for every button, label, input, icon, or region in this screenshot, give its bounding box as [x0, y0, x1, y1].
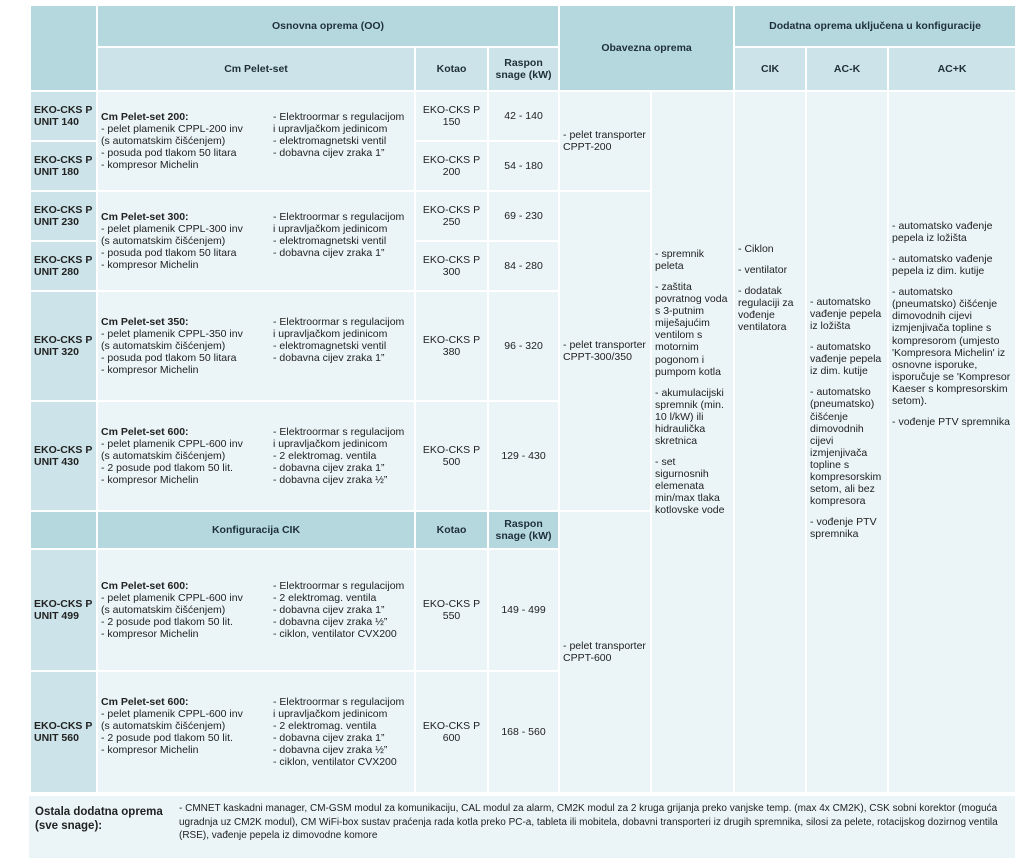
set-item: - dobavna cijev zraka 1”	[273, 352, 385, 365]
acplusk-item: - automatsko vađenje pepela iz ložišta	[892, 220, 993, 245]
set-item: - pelet plamenik CPPL-300 inv	[101, 222, 243, 235]
transporter-cppt-200: - pelet transporter CPPT-200	[559, 91, 651, 191]
set-item: - pelet plamenik CPPL-200 inv	[101, 122, 243, 135]
set-item: - 2 posude pod tlakom 50 lit.	[101, 732, 233, 744]
raspon-cell: 42 - 140	[488, 91, 559, 141]
ack-item: - automatsko vađenje pepela iz dim. kutije	[810, 341, 882, 378]
pelet-set-200	[97, 91, 415, 191]
acplusk-item: - automatsko vađenje pepela iz dim. kutije	[892, 253, 993, 278]
set-item: i upravljačkom jedinicom	[273, 707, 388, 720]
header-osnovna-oprema: Osnovna oprema (OO)	[97, 5, 559, 47]
pelet-set-300	[97, 191, 415, 291]
ack-item: - vođenje PTV spremnika	[810, 516, 877, 541]
cik-item: - ventilator	[738, 264, 788, 277]
set-item: - kompresor Michelin	[101, 744, 199, 757]
set-item: - 2 elektromag. ventila	[273, 591, 377, 604]
set-item: - elektromagnetski ventil	[273, 339, 387, 352]
unit-name-280: EKO-CKS P UNIT 280	[30, 241, 97, 291]
ostala-dodatna-oprema	[29, 796, 1015, 858]
set-item: - kompresor Michelin	[101, 364, 199, 377]
cik-item: - Ciklon	[738, 243, 774, 255]
equipment-table	[29, 4, 1017, 794]
header-pelet-set: Cm Pelet-set	[97, 47, 415, 91]
transporter-cppt-600: - pelet transporter CPPT-600	[559, 511, 651, 793]
unit-name-560: EKO-CKS P UNIT 560	[30, 671, 97, 793]
corner-cell	[30, 5, 97, 91]
set-item: (s automatskim čišćenjem)	[101, 134, 226, 147]
raspon-cell: 96 - 320	[488, 291, 559, 401]
set-item: - posuda pod tlakom 50 litara	[101, 352, 237, 365]
set-item: - Elektroormar s regulacijom	[273, 315, 405, 328]
set-item: - dobavna cijev zraka 1”	[273, 732, 385, 744]
header-dodatna-oprema: Dodatna oprema uključena u konfiguracije	[734, 5, 1016, 47]
header-kotao: Kotao	[415, 47, 488, 91]
kotao-cell: EKO-CKS P 300	[415, 241, 488, 291]
raspon-cell: 69 - 230	[488, 191, 559, 241]
kotao-cell: EKO-CKS P 200	[415, 141, 488, 191]
set-item: - dobavna cijev zraka 1”	[273, 247, 385, 260]
set-item: - Elektroormar s regulacijom	[273, 210, 405, 223]
footer-text: - CMNET kaskadni manager, CM-GSM modul za komunikaciju, CAL modul za alarm, CM2K modul za 2 kruga grijanja preko vanjske temp. (max 4x CM2K), CSK sobni korektor (moguća ugradnja uz CM2K modul), CM WiFi-box sustav praćenja rada kotla preko PC-a, tableta ili mobitela, dobavni transporteri iz drugih spremnika, silosi za pelete, rotacijskog dozirnog ventila (RSE), vađenje pepela iz dimovodne komore	[179, 803, 998, 841]
set-item: - pelet plamenik CPPL-600 inv	[101, 591, 243, 604]
header-raspon-snage-cik: Raspon snage (kW)	[488, 511, 559, 549]
set-item: - posuda pod tlakom 50 litara	[101, 247, 237, 260]
set-item: - pelet plamenik CPPL-350 inv	[101, 327, 243, 340]
set-item: - posuda pod tlakom 50 litara	[101, 147, 237, 160]
set-item: - Elektroormar s regulacijom	[273, 579, 405, 592]
set-item: - Elektroormar s regulacijom	[273, 425, 405, 438]
raspon-cell: 129 - 430	[488, 401, 559, 511]
set-item: - 2 elektromag. ventila	[273, 719, 377, 732]
ac-k-list	[806, 91, 888, 793]
set-item: - dobavna cijev zraka 1”	[273, 147, 385, 160]
footer-label: Ostala dodatna oprema (sve snage):	[35, 806, 163, 833]
ac-plus-k-list	[888, 91, 1016, 793]
set-item: - 2 elektromag. ventila	[273, 449, 377, 462]
pelet-set-600-cik-560	[97, 671, 415, 793]
set-item: - 2 posude pod tlakom 50 lit.	[101, 462, 233, 475]
pelet-set-title: Cm Pelet-set 200:	[101, 110, 189, 123]
header-konfiguracija-cik: Konfiguracija CIK	[97, 511, 415, 549]
acplusk-item: - automatsko (pneumatsko) čišćenje dimovodnih cijevi izmjenjivača topline s kompresorom (umjesto 'Kompresora Michelin' iz osnovne isporuke, isporučuje se 'Kompresor Kaeser s kompresorskim setom).	[892, 286, 1011, 407]
obavezna-item: - set sigurnosnih elemenata min/max tlaka kotlovske vode	[655, 455, 725, 517]
set-item: - Elektroormar s regulacijom	[273, 695, 405, 708]
unit-name-320: EKO-CKS P UNIT 320	[30, 291, 97, 401]
pelet-set-title: Cm Pelet-set 600:	[101, 425, 189, 438]
set-item: i upravljačkom jedinicom	[273, 437, 388, 450]
obavezna-oprema-list	[651, 91, 734, 793]
raspon-cell: 84 - 280	[488, 241, 559, 291]
set-item: i upravljačkom jedinicom	[273, 327, 388, 340]
set-item: - Elektroormar s regulacijom	[273, 110, 405, 123]
transporter-cppt-300-350: - pelet transporter CPPT-300/350	[559, 191, 651, 511]
pelet-set-600-cik-499	[97, 549, 415, 671]
set-item: - 2 posude pod tlakom 50 lit.	[101, 616, 233, 629]
set-item: - dobavna cijev zraka 1”	[273, 462, 385, 475]
raspon-cell: 168 - 560	[488, 671, 559, 793]
unit-name-140: EKO-CKS P UNIT 140	[30, 91, 97, 141]
set-item: - elektromagnetski ventil	[273, 234, 387, 247]
set-item: - dobavna cijev zraka ½”	[273, 474, 388, 487]
unit-name-430: EKO-CKS P UNIT 430	[30, 401, 97, 511]
pelet-set-title: Cm Pelet-set 600:	[101, 695, 189, 708]
kotao-cell: EKO-CKS P 380	[415, 291, 488, 401]
pelet-set-600	[97, 401, 415, 511]
header-cik: CIK	[734, 47, 806, 91]
set-item: - kompresor Michelin	[101, 628, 199, 641]
unit-name-499: EKO-CKS P UNIT 499	[30, 549, 97, 671]
acplusk-item: - vođenje PTV spremnika	[892, 415, 1010, 428]
obavezna-item: - zaštita povratnog voda s 3-putnim miješajućim ventilom s motornim pogonom i pumpom kotla	[655, 281, 728, 378]
obavezna-item: - akumulacijski spremnik (min. 10 l/kW) ili hidraulička skretnica	[655, 386, 724, 447]
unit-name-230: EKO-CKS P UNIT 230	[30, 191, 97, 241]
set-item: (s automatskim čišćenjem)	[101, 603, 226, 616]
set-item: (s automatskim čišćenjem)	[101, 449, 226, 462]
kotao-cell: EKO-CKS P 550	[415, 549, 488, 671]
raspon-cell: 54 - 180	[488, 141, 559, 191]
header-obavezna-oprema: Obavezna oprema	[559, 5, 734, 91]
set-item: - elektromagnetski ventil	[273, 134, 387, 147]
set-item: - ciklon, ventilator CVX200	[273, 628, 397, 641]
set-item: i upravljačkom jedinicom	[273, 222, 388, 235]
set-item: - dobavna cijev zraka ½”	[273, 616, 388, 629]
header-ac-plus-k: AC+K	[888, 47, 1016, 91]
set-item: - ciklon, ventilator CVX200	[273, 756, 397, 769]
set-item: (s automatskim čišćenjem)	[101, 339, 226, 352]
set-item: - dobavna cijev zraka ½”	[273, 744, 388, 757]
cik-item: - dodatak regulaciji za vođenje ventilatora	[738, 285, 794, 334]
pelet-set-title: Cm Pelet-set 350:	[101, 315, 189, 328]
raspon-cell: 149 - 499	[488, 549, 559, 671]
set-item: - kompresor Michelin	[101, 159, 199, 172]
kotao-cell: EKO-CKS P 250	[415, 191, 488, 241]
set-item: - pelet plamenik CPPL-600 inv	[101, 437, 243, 450]
set-item: - dobavna cijev zraka 1”	[273, 603, 385, 616]
header-kotao-cik: Kotao	[415, 511, 488, 549]
pelet-set-350	[97, 291, 415, 401]
cik-section-corner	[30, 511, 97, 549]
ack-item: - automatsko vađenje pepela iz ložišta	[810, 296, 882, 333]
ack-item: - automatsko (pneumatsko) čišćenje dimovodnih cijevi izmjenjivača topline s kompresorskim setom, ali bez kompresora	[810, 386, 882, 507]
obavezna-item: - spremnik peleta	[655, 248, 705, 273]
kotao-cell: EKO-CKS P 600	[415, 671, 488, 793]
set-item: - kompresor Michelin	[101, 259, 199, 272]
cik-list	[734, 91, 806, 793]
kotao-cell: EKO-CKS P 150	[415, 91, 488, 141]
pelet-set-title: Cm Pelet-set 300:	[101, 210, 189, 223]
unit-name-180: EKO-CKS P UNIT 180	[30, 141, 97, 191]
set-item: (s automatskim čišćenjem)	[101, 719, 226, 732]
kotao-cell: EKO-CKS P 500	[415, 401, 488, 511]
set-item: (s automatskim čišćenjem)	[101, 234, 226, 247]
pelet-set-title: Cm Pelet-set 600:	[101, 579, 189, 592]
set-item: i upravljačkom jedinicom	[273, 122, 388, 135]
set-item: - pelet plamenik CPPL-600 inv	[101, 707, 243, 720]
header-ac-k: AC-K	[806, 47, 888, 91]
set-item: - kompresor Michelin	[101, 474, 199, 487]
header-raspon-snage: Raspon snage (kW)	[488, 47, 559, 91]
